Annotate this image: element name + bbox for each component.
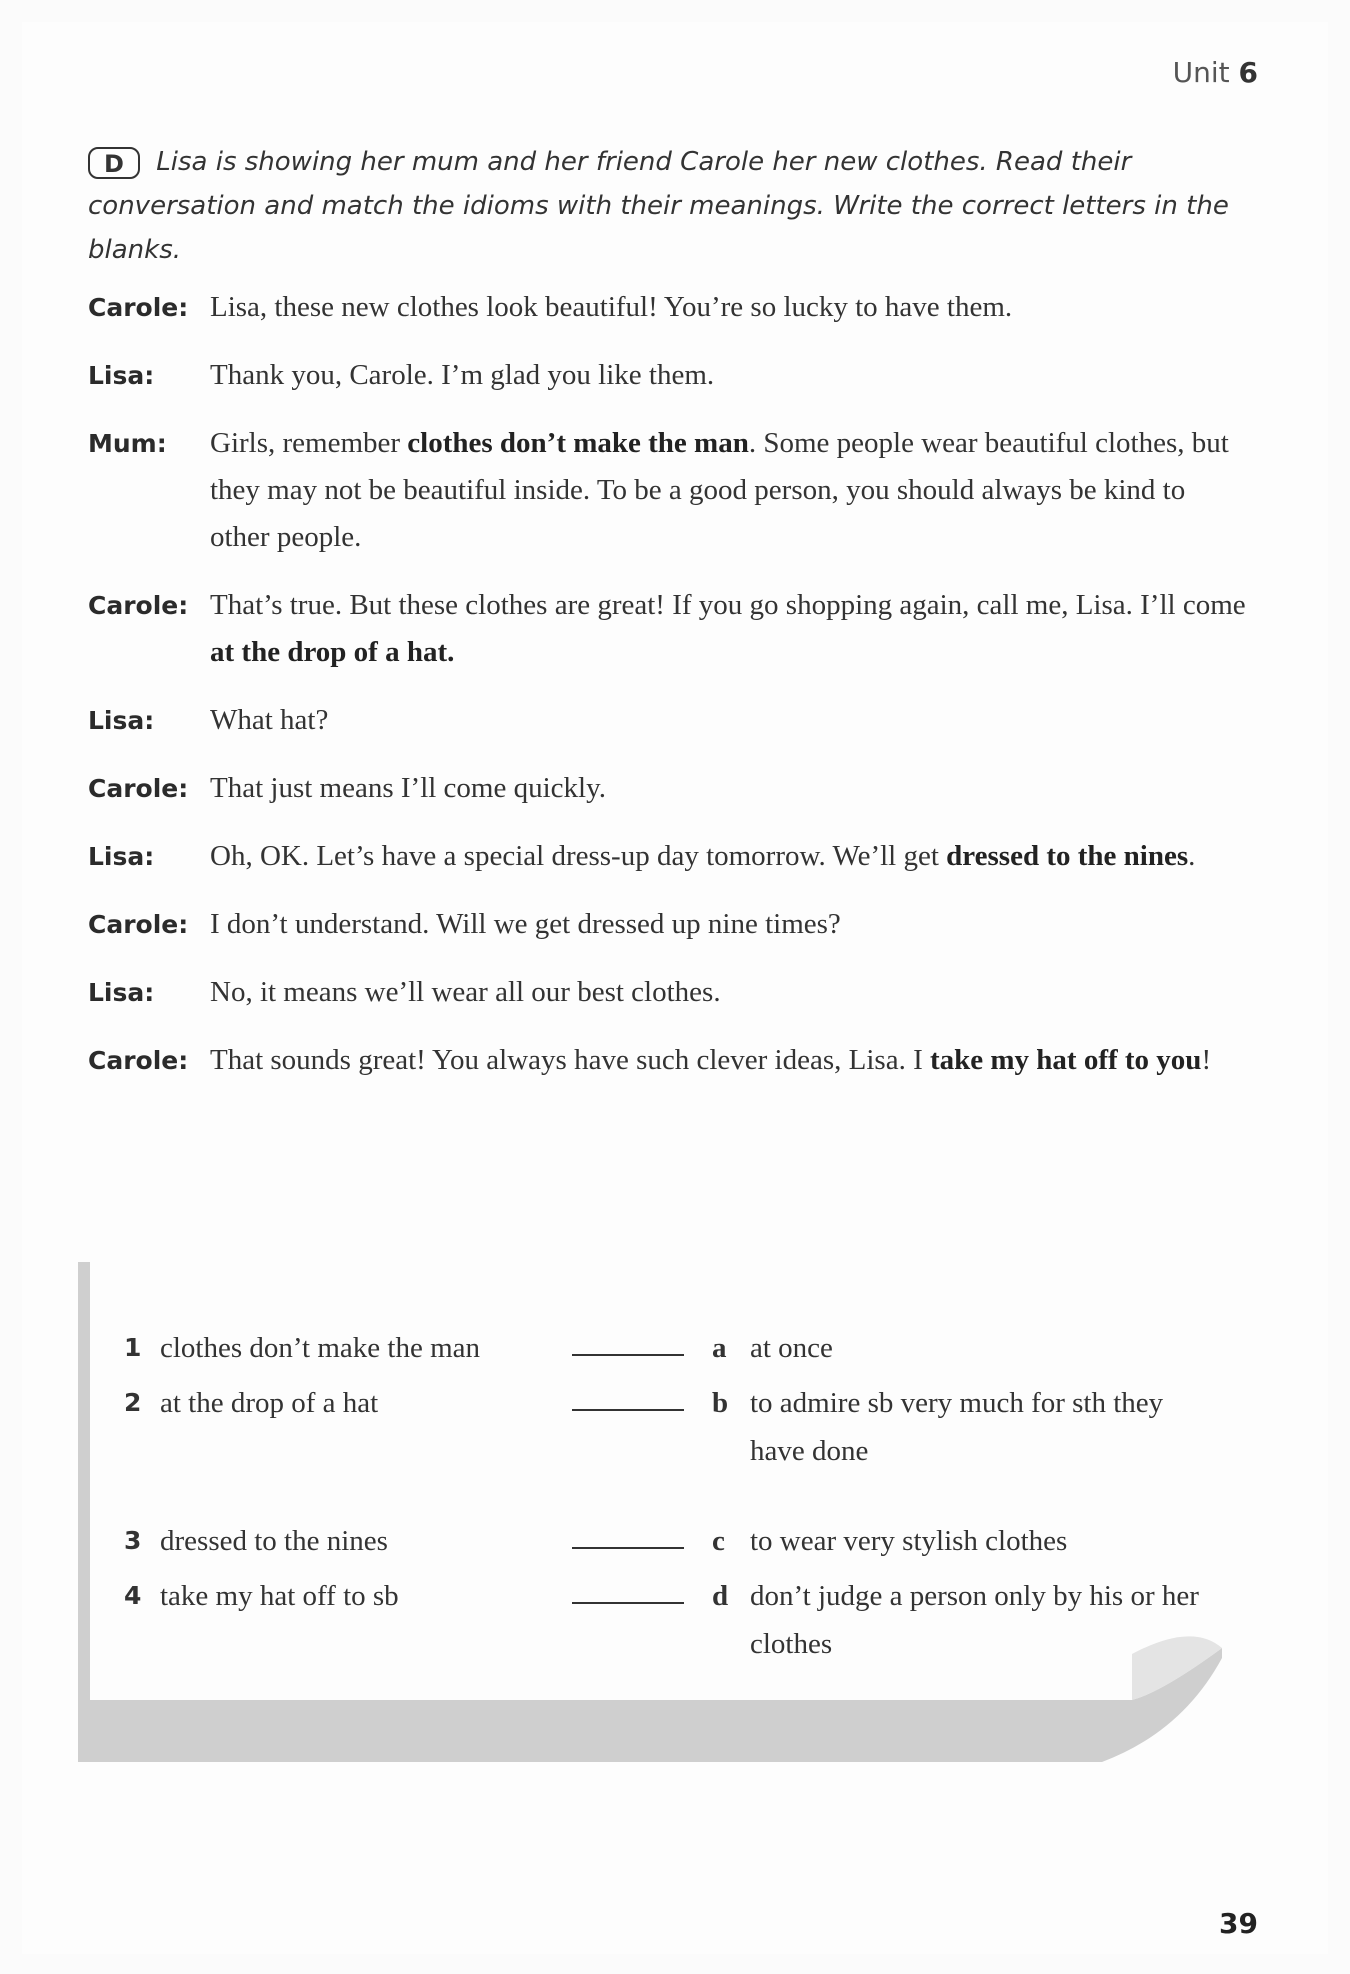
dialogue-line (88, 420, 1248, 561)
unit-label: Unit (1172, 56, 1230, 89)
exercise-letter-badge: D (88, 147, 140, 179)
dialogue-line (88, 697, 1248, 744)
exercise-instruction (88, 140, 1238, 272)
answer-blank[interactable] (572, 1324, 684, 1356)
speech-text (210, 1037, 1248, 1084)
speech-text (210, 284, 1248, 331)
matching-box (72, 1262, 1234, 1768)
speaker-name: Carole: (88, 293, 189, 322)
dialogue-line (88, 1037, 1248, 1084)
speech-segment: What hat? (210, 704, 329, 736)
matching-row (124, 1324, 1204, 1372)
dialogue-line (88, 901, 1248, 948)
speaker-name: Carole: (88, 910, 189, 939)
dialogue-line (88, 969, 1248, 1016)
speaker-name: Mum: (88, 429, 167, 458)
speech-segment: Girls, remember (210, 427, 408, 459)
speech-segment: No, it means we’ll wear all our best clothes. (210, 976, 721, 1008)
matching-list (124, 1324, 1204, 1668)
meaning-text: to admire sb very much for sth they have done (750, 1387, 1164, 1467)
idiom-highlight: clothes don’t make the man (407, 427, 749, 459)
speech-segment: That’s true. But these clothes are great! If you go shopping again, call me, Lisa. I’ll come (210, 589, 1246, 621)
speech-segment: I don’t understand. Will we get dressed up nine times? (210, 908, 841, 940)
speech-text (210, 833, 1248, 880)
item-number: 3 (124, 1526, 142, 1555)
answer-blank[interactable] (572, 1517, 684, 1549)
speaker-name: Lisa: (88, 706, 155, 735)
answer-blank[interactable] (572, 1572, 684, 1604)
speech-text (210, 582, 1248, 676)
meaning-text: don’t judge a person only by his or her clothes (750, 1580, 1199, 1660)
dialogue-line (88, 833, 1248, 880)
speech-segment: Lisa, these new clothes look beautiful! You’re so lucky to have them. (210, 291, 1013, 323)
idiom-text: dressed to the nines (160, 1525, 388, 1557)
speaker-name: Carole: (88, 1046, 189, 1075)
dialogue-line (88, 284, 1248, 331)
unit-number: 6 (1238, 56, 1258, 89)
dialogue-line (88, 352, 1248, 399)
speech-segment: ! (1201, 1044, 1212, 1076)
matching-row (124, 1517, 1204, 1565)
idiom-highlight: dressed to the nines (946, 840, 1189, 872)
page-number: 39 (1219, 1907, 1258, 1940)
unit-header (1173, 56, 1258, 89)
instruction-text: Lisa is showing her mum and her friend Carole her new clothes. Read their conversation and match the idioms with their meanings. Write the correct letters in the blanks. (88, 147, 1229, 265)
speech-segment: That sounds great! You always have such clever ideas, Lisa. I (210, 1044, 930, 1076)
speaker-name: Lisa: (88, 842, 155, 871)
speech-segment: Thank you, Carole. I’m glad you like them. (210, 359, 715, 391)
speech-text (210, 765, 1248, 812)
item-number: 1 (124, 1333, 142, 1362)
meaning-letter: c (712, 1525, 725, 1557)
idiom-text: clothes don’t make the man (160, 1332, 480, 1364)
speaker-name: Lisa: (88, 361, 155, 390)
idiom-highlight: at the drop of a hat. (210, 636, 455, 668)
meaning-text: to wear very stylish clothes (750, 1525, 1068, 1557)
idiom-text: at the drop of a hat (160, 1387, 379, 1419)
answer-blank[interactable] (572, 1379, 684, 1411)
speech-segment: That just means I’ll come quickly. (210, 772, 606, 804)
idiom-text: take my hat off to sb (160, 1580, 399, 1612)
speech-segment: Oh, OK. Let’s have a special dress-up day tomorrow. We’ll get (210, 840, 947, 872)
meaning-letter: d (712, 1580, 729, 1612)
item-number: 4 (124, 1581, 142, 1610)
conversation (88, 284, 1248, 1105)
dialogue-line (88, 765, 1248, 812)
speaker-name: Carole: (88, 774, 189, 803)
meaning-text: at once (750, 1332, 833, 1364)
item-number: 2 (124, 1388, 142, 1417)
matching-row (124, 1379, 1204, 1475)
meaning-letter: a (712, 1332, 727, 1364)
speech-segment: . (1188, 840, 1196, 872)
matching-row (124, 1572, 1204, 1668)
speech-text (210, 352, 1248, 399)
speech-text (210, 901, 1248, 948)
meaning-letter: b (712, 1387, 729, 1419)
speech-text (210, 420, 1248, 561)
speech-text (210, 697, 1248, 744)
dialogue-line (88, 582, 1248, 676)
speaker-name: Carole: (88, 591, 189, 620)
speaker-name: Lisa: (88, 978, 155, 1007)
speech-text (210, 969, 1248, 1016)
idiom-highlight: take my hat off to you (929, 1044, 1202, 1076)
speech-segment: . Some people wear beautiful clothes, but they may not be beautiful inside. To be a good person, you should always be kind to other people. (210, 427, 1229, 553)
